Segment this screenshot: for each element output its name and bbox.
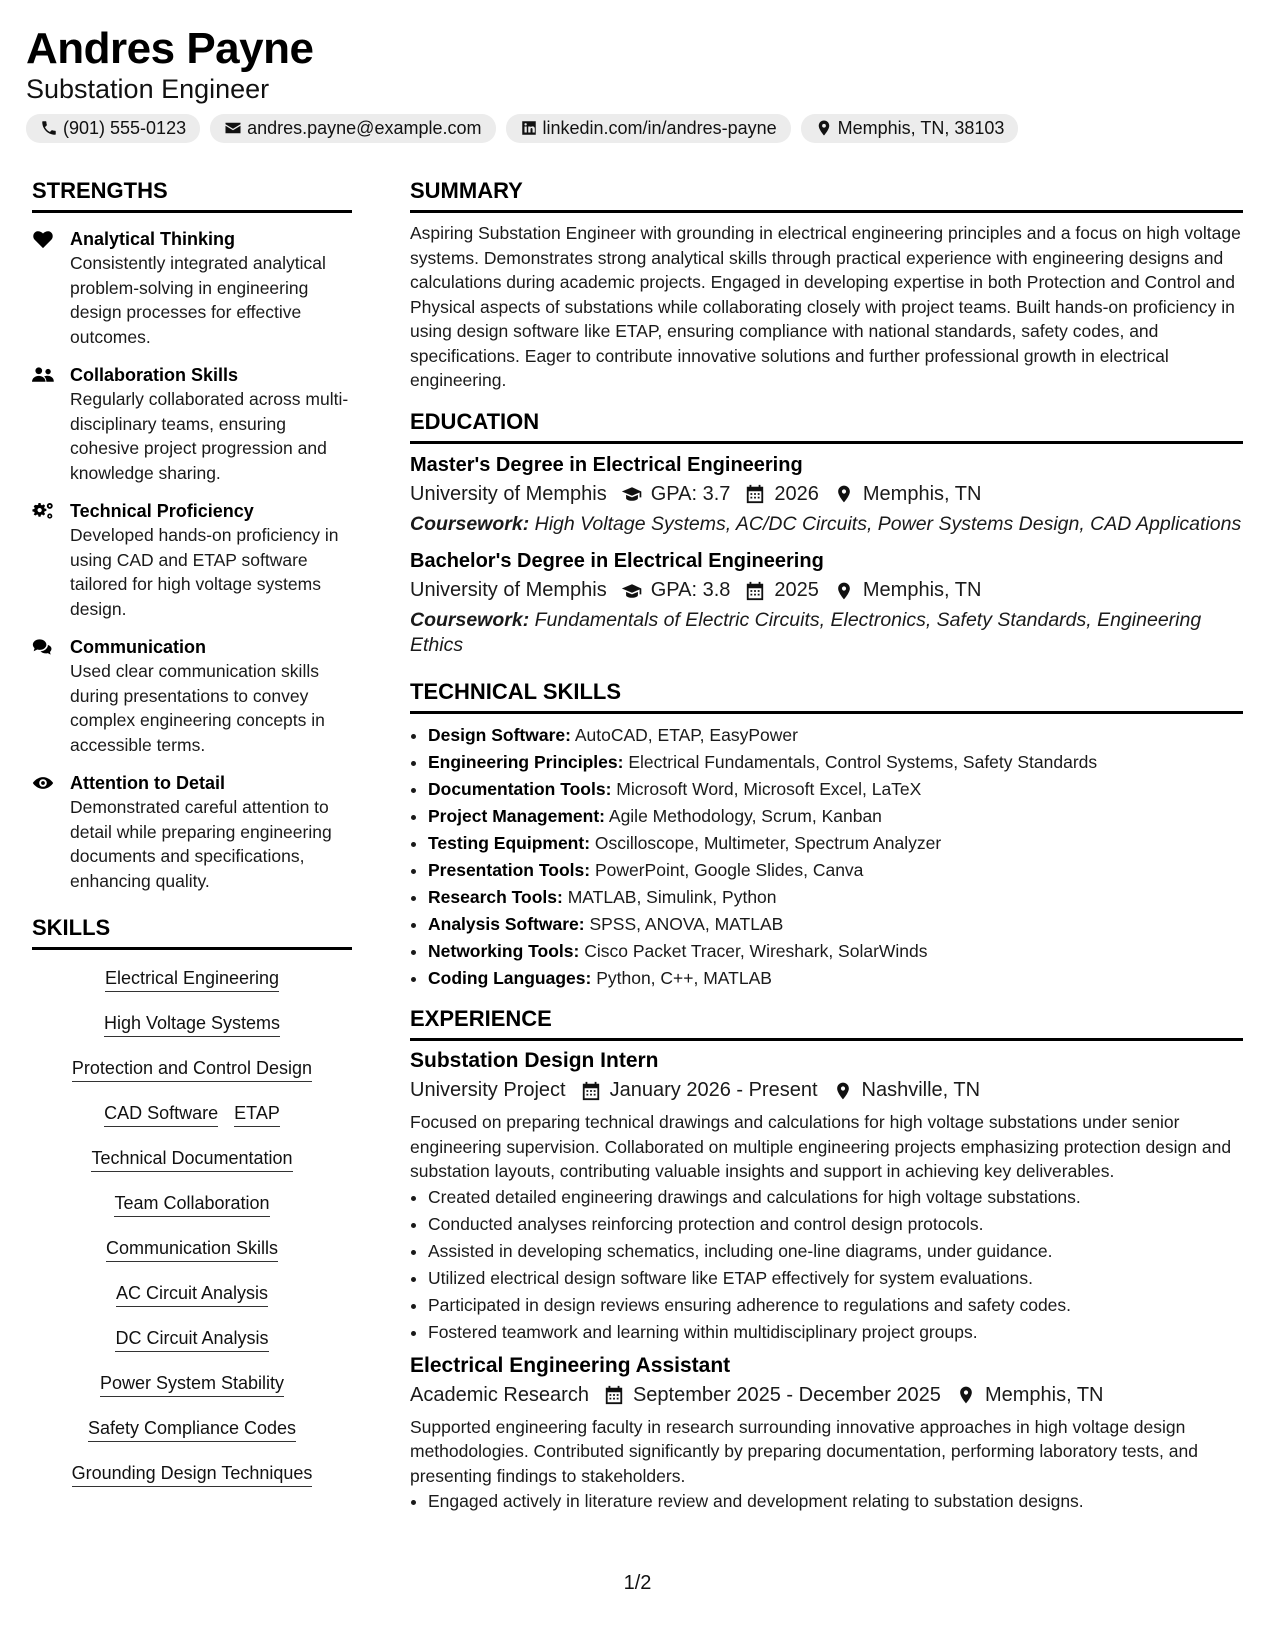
skills-list	[32, 966, 352, 1506]
gpa: GPA: 3.7	[650, 482, 731, 505]
skills-heading: SKILLS	[32, 915, 352, 950]
strength-title: Collaboration Skills	[70, 365, 239, 385]
school-name: University of Memphis	[410, 579, 607, 601]
list-item: • Participated in design reviews ensuring adherence to regulations and safety codes.	[428, 1292, 1243, 1319]
users-icon	[32, 365, 54, 385]
skill-tag: Communication Skills	[106, 1236, 278, 1262]
eye-icon	[32, 773, 54, 793]
list-item: • Assisted in developing schematics, including one-line diagrams, under guidance.	[428, 1238, 1243, 1265]
coursework-list: High Voltage Systems, AC/DC Circuits, Power Systems Design, CAD Applications	[534, 512, 1242, 535]
skill-tag: Electrical Engineering	[105, 966, 279, 992]
list-item: • Research Tools: MATLAB, Simulink, Python	[428, 884, 1243, 911]
organization: University Project	[410, 1079, 566, 1101]
strength-item	[32, 363, 352, 485]
strength-desc: Consistently integrated analytical problem-solving in engineering design processes for effective outcomes.	[70, 253, 326, 347]
right-column	[410, 178, 1243, 1515]
location-icon	[833, 484, 855, 504]
strength-item	[32, 227, 352, 349]
list-item: • Presentation Tools: PowerPoint, Google Slides, Canva	[428, 857, 1243, 884]
calendar-icon	[744, 581, 766, 601]
page-number: 1/2	[623, 1572, 652, 1594]
location-icon	[955, 1385, 977, 1405]
skill-tag: Safety Compliance Codes	[88, 1416, 296, 1442]
list-item: • Coding Languages: Python, C++, MATLAB	[428, 965, 1243, 992]
role-description: Supported engineering faculty in research surrounding innovative approaches in high voltage design methodologies. Contributed significantly by preparing documentation, performing laboratory tests, and presenting findings to stakeholders.	[410, 1416, 1198, 1486]
strength-item	[32, 771, 352, 893]
strength-title: Communication	[70, 637, 207, 657]
skill-tag: Grounding Design Techniques	[72, 1461, 313, 1487]
date-range: September 2025 - December 2025	[632, 1383, 941, 1406]
experience-entry	[410, 1354, 1243, 1516]
strength-desc: Developed hands-on proficiency in using CAD and ETAP software tailored for high voltage systems design.	[70, 525, 339, 619]
envelope-icon	[224, 119, 242, 137]
achievement-list	[410, 1488, 1243, 1515]
strength-desc: Regularly collaborated across multi-disciplinary teams, ensuring cohesive project progression and knowledge sharing.	[70, 389, 349, 483]
comments-icon	[32, 637, 54, 657]
list-item: • Engineering Principles: Electrical Fundamentals, Control Systems, Safety Standards	[428, 749, 1243, 776]
role-description: Focused on preparing technical drawings and calculations for high voltage substations under senior engineering supervision. Collaborated on multiple engineering projects emphasizing protection design and substation layouts, contributing valuable insights and support in achieving key deliverables.	[410, 1112, 1232, 1181]
strength-item	[32, 635, 352, 757]
list-item: • Created detailed engineering drawings and calculations for high voltage substations.	[428, 1184, 1243, 1211]
education-entry	[410, 454, 1243, 537]
school-name: University of Memphis	[410, 482, 607, 505]
phone-icon	[40, 119, 58, 137]
experience-entry	[410, 1049, 1243, 1346]
calendar-icon	[580, 1081, 602, 1101]
strength-title: Analytical Thinking	[70, 229, 236, 249]
job-title: Substation Engineer	[26, 74, 270, 104]
list-item: • Analysis Software: SPSS, ANOVA, MATLAB	[428, 911, 1243, 938]
candidate-name: Andres Payne	[26, 24, 314, 73]
contact-location-text: Memphis, TN, 38103	[837, 117, 1005, 138]
skill-tag: Protection and Control Design	[72, 1056, 312, 1082]
skill-tag: Technical Documentation	[91, 1146, 292, 1172]
list-item: • Conducted analyses reinforcing protection and control design protocols.	[428, 1211, 1243, 1238]
contact-email-text: andres.payne@example.com	[247, 117, 482, 138]
location-icon	[832, 1081, 854, 1101]
gpa: GPA: 3.8	[650, 579, 731, 601]
list-item: • Testing Equipment: Oscilloscope, Multimeter, Spectrum Analyzer	[428, 830, 1243, 857]
degree-title: Bachelor's Degree in Electrical Engineering	[410, 550, 824, 572]
skill-tag: DC Circuit Analysis	[115, 1326, 268, 1352]
achievement-list	[410, 1184, 1243, 1346]
location-icon	[815, 119, 833, 137]
linkedin-icon	[520, 119, 538, 137]
role-title: Electrical Engineering Assistant	[410, 1353, 731, 1377]
strengths-heading: STRENGTHS	[32, 178, 352, 213]
calendar-icon	[744, 484, 766, 504]
strength-title: Technical Proficiency	[70, 501, 254, 521]
skill-tag: High Voltage Systems	[104, 1011, 280, 1037]
education-entry	[410, 550, 1243, 657]
list-item: • Engaged actively in literature review and development relating to substation designs.	[428, 1488, 1243, 1515]
strength-title: Attention to Detail	[70, 773, 225, 793]
contact-email[interactable]	[210, 114, 495, 143]
location-icon	[833, 581, 855, 601]
list-item: • Utilized electrical design software like ETAP effectively for system evaluations.	[428, 1265, 1243, 1292]
skill-tag: CAD Software	[104, 1101, 218, 1127]
skill-tag: Team Collaboration	[114, 1191, 269, 1217]
skill-tag: Power System Stability	[100, 1371, 284, 1397]
coursework-label: Coursework:	[410, 512, 530, 535]
contact-linkedin-text: linkedin.com/in/andres-payne	[542, 117, 777, 138]
list-item: • Fostered teamwork and learning within multidisciplinary project groups.	[428, 1319, 1243, 1346]
contact-phone[interactable]	[26, 114, 200, 143]
graduation-cap-icon	[621, 484, 643, 504]
strength-desc: Used clear communication skills during presentations to convey complex engineering concepts in accessible terms.	[70, 661, 325, 755]
coursework	[410, 608, 1243, 657]
contact-linkedin[interactable]	[506, 114, 791, 143]
education-heading: EDUCATION	[410, 409, 1243, 444]
role-title: Substation Design Intern	[410, 1049, 659, 1072]
list-item: • Project Management: Agile Methodology, Scrum, Kanban	[428, 803, 1243, 830]
graduation-year: 2025	[774, 579, 819, 601]
organization: Academic Research	[410, 1383, 589, 1406]
calendar-icon	[603, 1385, 625, 1405]
summary-text: Aspiring Substation Engineer with grounding in electrical engineering principles and a focus on high voltage systems. Demonstrates strong analytical skills through practical experience with engineering designs and calculations during academic projects. Engaged in developing expertise in both Protection and Control and Physical aspects of substations while collaborating closely with project teams. Built hands-on proficiency in using design software like ETAP, ensuring compliance with national standards, safety codes, and specifications. Eager to contribute innovative solutions and further professional growth in electrical engineering.	[410, 223, 1241, 390]
strength-item	[32, 499, 352, 621]
school-location: Memphis, TN	[862, 482, 982, 505]
gears-icon	[32, 501, 54, 521]
list-item: • Design Software: AutoCAD, ETAP, EasyPower	[428, 722, 1243, 749]
date-range: January 2026 - Present	[609, 1079, 818, 1101]
contact-bar	[26, 114, 1018, 143]
skill-tag: AC Circuit Analysis	[116, 1281, 268, 1307]
strength-desc: Demonstrated careful attention to detail while preparing engineering documents and specifications, enhancing quality.	[70, 797, 332, 891]
graduation-year: 2026	[774, 482, 819, 505]
contact-phone-text: (901) 555-0123	[63, 117, 187, 138]
list-item: • Documentation Tools: Microsoft Word, Microsoft Excel, LaTeX	[428, 776, 1243, 803]
skill-tag: ETAP	[234, 1101, 280, 1127]
technical-skills-heading: TECHNICAL SKILLS	[410, 679, 1243, 714]
job-location: Memphis, TN	[984, 1383, 1104, 1406]
technical-skills-list	[410, 722, 1243, 992]
left-column	[32, 178, 352, 1506]
heart-icon	[32, 229, 54, 249]
summary-heading: SUMMARY	[410, 178, 1243, 213]
job-location: Nashville, TN	[861, 1079, 981, 1101]
coursework-label: Coursework:	[410, 609, 530, 631]
list-item: • Networking Tools: Cisco Packet Tracer, Wireshark, SolarWinds	[428, 938, 1243, 965]
coursework-list: Fundamentals of Electric Circuits, Electronics, Safety Standards, Engineering Ethics	[410, 609, 1202, 656]
experience-heading: EXPERIENCE	[410, 1006, 1243, 1041]
school-location: Memphis, TN	[862, 579, 982, 601]
contact-location[interactable]	[801, 114, 1019, 143]
graduation-cap-icon	[621, 581, 643, 601]
degree-title: Master's Degree in Electrical Engineering	[410, 453, 803, 476]
coursework	[410, 512, 1243, 537]
